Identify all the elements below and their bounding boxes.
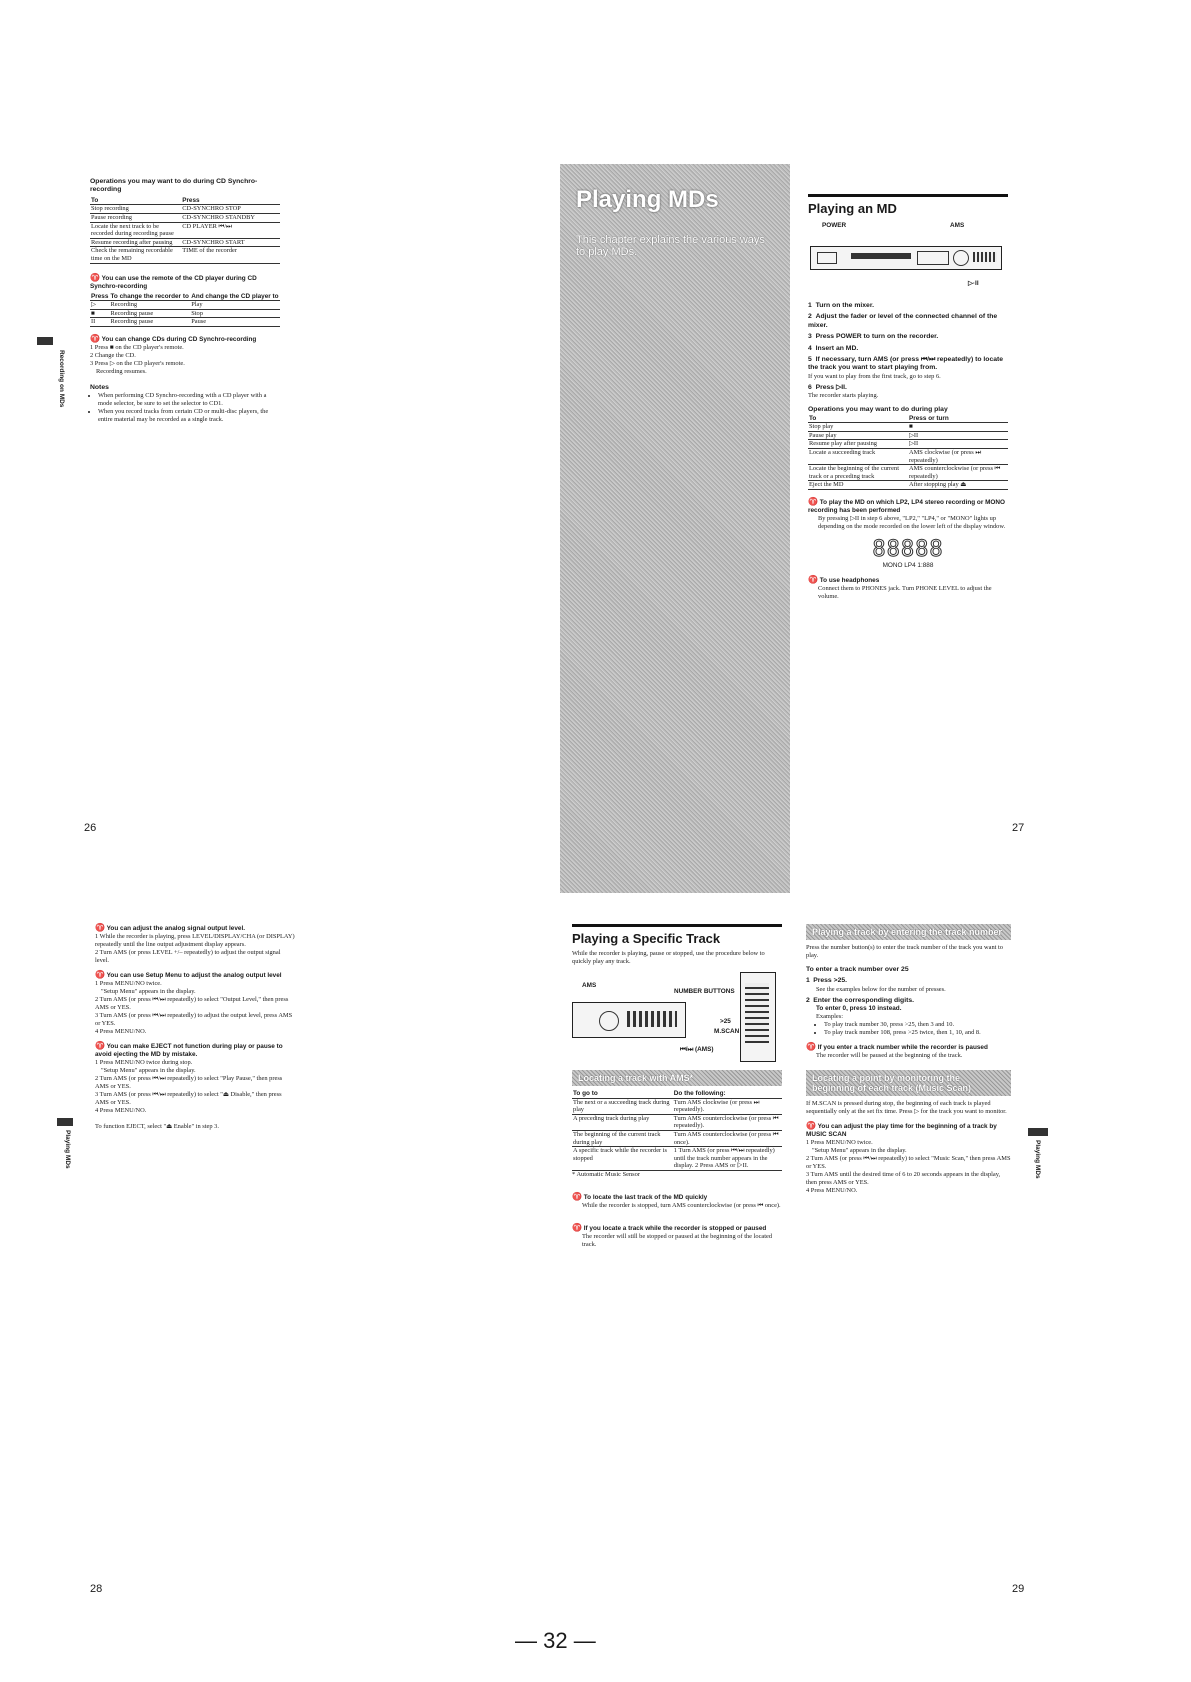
sheet-page-number: — 32 —: [515, 1628, 596, 1653]
page-29-left: [572, 924, 782, 1249]
page-26: [90, 178, 280, 424]
step: 1 Turn on the mixer.: [808, 302, 874, 309]
list-item: • When performing CD Synchro-recording with a CD player with a mode selector, be sure to set the selector to CD1.: [98, 392, 280, 408]
page-number: 26: [84, 822, 97, 834]
tip-setup-steps: 1 Press MENU/NO twice. "Setup Menu" appears in the display. 2 Turn AMS (or press ⏮/⏭ repeatedly) to select "Output Level," then press AMS or YES. 3 Turn AMS (or press ⏮/⏭ repeatedly) to adjust the output level, press AMS or YES. 4 Press MENU/NO.: [95, 980, 293, 1035]
hint-icon: ♈: [95, 923, 105, 932]
notes-title: Notes: [90, 383, 109, 391]
tip-analog-steps: 1 While the recorder is playing, press LEVEL/DISPLAY/CHA (or DISPLAY) repeatedly until the line output adjustment display appears. 2 Turn AMS (or press LEVEL +/– repeatedly) to adjust the output signal level.: [95, 933, 295, 964]
hint-icon: ♈: [808, 575, 818, 584]
hint-icon: ♈: [806, 1121, 816, 1131]
remote-control: [740, 972, 776, 1062]
section-intro: Press the number button(s) to enter the track number of the track you want to play.: [806, 944, 1003, 959]
page-number: 27: [1012, 822, 1025, 834]
table-row: Locate a succeeding track AMS clockwise (or press ⏭ repeatedly): [808, 449, 1008, 465]
tip-setup-menu: ♈ You can use Setup Menu to adjust the analog output level: [95, 970, 282, 979]
page-27: [808, 194, 1008, 601]
table-row: A preceding track during play Turn AMS counterclockwise (or press ⏮ repeatedly).: [572, 1114, 782, 1130]
hint-icon: ♈: [95, 1041, 105, 1050]
table-row: Stop recording CD-SYNCHRO STOP: [90, 205, 280, 214]
section-title: Playing a Specific Track: [572, 931, 721, 946]
hint-icon: ♈: [572, 1222, 582, 1232]
ams-knob[interactable]: [599, 1011, 619, 1031]
table-row: Check the remaining recordable time on the MD TIME of the recorder: [90, 247, 280, 263]
sub-title: To enter a track number over 25: [806, 966, 909, 973]
tip-last-track-body: While the recorder is stopped, turn AMS counterclockwise (or press ⏮ once).: [582, 1201, 781, 1209]
tip-lp-mono: ♈ To play the MD on which LP2, LP4 stereo recording or MONO recording has been performed: [808, 497, 1005, 514]
step: 3 Press POWER to turn on the recorder.: [808, 333, 939, 341]
tip-eject: ♈ You can make EJECT not function during play or pause to avoid ejecting the MD by mistake.: [95, 1041, 283, 1058]
power-button[interactable]: [817, 252, 837, 264]
label-25: >25: [720, 1018, 731, 1025]
step: 1 Press >25. See the examples below for the number of presses.: [806, 977, 946, 993]
hint-icon: ♈: [808, 497, 818, 506]
ams-table: To go to Do the following: The next or a succeeding track during play Turn AMS clockwise (or press ⏭ repeatedly). A preceding track during play Turn AMS counterclockwise (or press ⏮ repeatedly). The beginning of the current track during play Turn AMS counterclockwise (or press ⏮ once). A specific track while the recorder is stopped 1 Turn AMS (or press ⏮/⏭ repeatedly) until the track number appears in the display. 2 Press AMS or ▷II.: [572, 1090, 782, 1171]
tip-eject-steps: 1 Press MENU/NO twice during stop. "Setup Menu" appears in the display. 2 Turn AMS (or press ⏮/⏭ repeatedly) to select "Play Pause," then press AMS or YES. 3 Turn AMS (or press ⏮/⏭ repeatedly) to select "⏏ Disable," then press AMS or YES. 4 Press MENU/NO.: [95, 1059, 283, 1114]
tip-mscan-steps: 1 Press MENU/NO twice. "Setup Menu" appears in the display. 2 Turn AMS (or press ⏮/⏭ repeatedly) to select "Music Scan," then press AMS or YES. 3 Turn AMS until the desired time of 6 to 20 seconds appears in the display, then press AMS or YES. 4 Press MENU/NO.: [806, 1139, 1011, 1195]
button-row[interactable]: [627, 1011, 677, 1027]
label-power: POWER: [822, 222, 847, 229]
chapter-title: Playing MDs: [576, 186, 719, 213]
section-banner: Locating a track with AMS*: [572, 1070, 782, 1086]
step: 6 Press ▷II. The recorder starts playing.: [808, 383, 879, 400]
hint-icon: ♈: [90, 272, 100, 282]
step: 4 Insert an MD.: [808, 344, 859, 352]
ops-head-press: Press: [181, 197, 280, 205]
notes-list: [90, 392, 280, 424]
number-buttons[interactable]: [745, 983, 769, 1043]
ops-title: Operations you may want to do during play: [808, 406, 948, 414]
footnote: * Automatic Music Sensor: [572, 1170, 640, 1178]
side-label: Recording on MDs: [58, 350, 65, 408]
steps-list: [806, 977, 1011, 1013]
step: 5 If necessary, turn AMS (or press ⏮/⏭ repeatedly) to locate the track you want to start playing from. If you want to play from the first track, go to step 6.: [808, 356, 1004, 380]
label-ams: AMS: [950, 222, 965, 229]
tip-change-cds: ♈ You can change CDs during CD Synchro-recording: [90, 333, 257, 343]
remote-table: Press To change the recorder to And change the CD player to ▷ Recording Play ■ Recording pause Stop II Recording pause Pause: [91, 292, 279, 326]
display-illustration: [808, 537, 1008, 570]
table-row: ▷ Recording Play: [90, 301, 280, 310]
table-row: ■ Recording pause Stop: [90, 309, 280, 318]
tip-stopped-body: The recorder will still be stopped or paused at the beginning of the located track.: [582, 1232, 773, 1248]
steps-list: [808, 302, 1008, 400]
table-row: Locate the beginning of the current track or a preceding track AMS counterclockwise (or press ⏮ repeatedly): [808, 465, 1008, 481]
md-recorder: [810, 246, 1002, 270]
page-title: Playing an MD: [808, 201, 897, 216]
table-row: Locate the next track to be recorded during recording pause CD PLAYER ⏮/⏭: [90, 222, 280, 238]
table-row: Resume play after pausing ▷II: [808, 440, 1008, 449]
ams-knob[interactable]: [953, 250, 969, 266]
tip-eject-foot: To function EJECT, select "⏏ Enable" in step 3.: [95, 1123, 219, 1130]
section-banner: Playing a track by entering the track number: [806, 924, 1011, 940]
list-item: • When you record tracks from certain CD or multi-disc players, the entire material may be recorded as a single track.: [98, 408, 280, 424]
table-row: Eject the MD After stopping play ⏏: [808, 481, 1008, 490]
tip-remote: ♈ You can use the remote of the CD player during CD Synchro-recording: [90, 272, 257, 290]
disc-slot: [851, 253, 911, 259]
tip-lp-body: By pressing ▷II in step 6 above, "LP2," "LP4," or "MONO" lights up depending on the mode recorded on the lower left of the display window.: [818, 515, 1006, 530]
recorder-front: [572, 1002, 686, 1038]
section-intro: While the recorder is playing, pause or stopped, use the procedure below to quickly play any track.: [572, 950, 765, 965]
table-row: Resume recording after pausing CD-SYNCHRO START: [90, 238, 280, 247]
label-number-buttons: NUMBER BUTTONS: [674, 988, 735, 995]
step: 2 Enter the corresponding digits. To enter 0, press 10 instead.: [806, 996, 915, 1013]
tip-headphones: ♈ To use headphones: [808, 575, 880, 584]
table-row: The next or a succeeding track during play Turn AMS clockwise (or press ⏭ repeatedly).: [572, 1098, 782, 1114]
table-row: Pause play ▷II: [808, 431, 1008, 440]
tip-paused: ♈ If you enter a track number while the recorder is paused: [806, 1042, 988, 1052]
side-label: Playing MDs: [1034, 1140, 1041, 1179]
tip-headphones-body: Connect them to PHONES jack. Turn PHONE LEVEL to adjust the volume.: [818, 585, 992, 600]
side-tab: [1028, 1128, 1048, 1136]
chapter-panel: [560, 164, 790, 893]
remote-figure: [572, 972, 782, 1064]
tip-mscan: ♈ You can adjust the play time for the beginning of a track by MUSIC SCAN: [806, 1121, 997, 1139]
page-number: 28: [90, 1583, 103, 1595]
tip-last-track: ♈ To locate the last track of the MD quickly: [572, 1191, 708, 1201]
step: 2 Adjust the fader or level of the connected channel of the mixer.: [808, 313, 998, 329]
list-item: • To play track number 30, press >25, then 3 and 10.: [824, 1021, 1011, 1029]
tip-analog: ♈ You can adjust the analog signal output level.: [95, 923, 246, 932]
hint-icon: ♈: [806, 1042, 816, 1052]
table-row: The beginning of the current track during play Turn AMS counterclockwise (or press ⏮ once).: [572, 1130, 782, 1146]
examples-list: [806, 1021, 1011, 1037]
side-tab: [57, 1118, 73, 1126]
tip-paused-body: The recorder will be paused at the beginning of the track.: [816, 1052, 963, 1060]
page-28: [95, 924, 295, 1131]
segment-digits: 88888: [872, 537, 944, 562]
label-skip-ams: ⏮/⏭ (AMS): [680, 1046, 714, 1053]
play-ops-table: To Press or turn Stop play ■ Pause play ▷II Resume play after pausing ▷II Locate a succeeding track AMS clockwise (or press ⏭ repeatedly) Locate the beginning of the current track or a preceding track AMS counterclockwise (or press ⏮ repeatedly) Eject the MD After stopping play ⏏: [808, 415, 1008, 490]
chapter-subtitle: This chapter explains the various ways to play MDs.: [576, 234, 765, 258]
hint-icon: ♈: [572, 1191, 582, 1201]
page-number: 29: [1012, 1583, 1025, 1595]
table-row: A specific track while the recorder is stopped 1 Turn AMS (or press ⏮/⏭ repeatedly) until the track number appears in the display. 2 Press AMS or ▷II.: [572, 1147, 782, 1171]
label-ams: AMS: [582, 982, 597, 989]
label-mscan: M.SCAN: [714, 1028, 740, 1035]
device-figure: [808, 222, 1008, 302]
side-tab: [37, 337, 53, 345]
button-row[interactable]: [973, 252, 997, 262]
display-window: [917, 251, 949, 265]
label-play-pause: ▷·II: [968, 280, 979, 287]
list-item: • To play track number 108, press >25 twice, then 1, 10, and 8.: [824, 1029, 1011, 1037]
table-row: II Recording pause Pause: [90, 318, 280, 327]
hint-icon: ♈: [90, 333, 100, 343]
table-row: Stop play ■: [808, 423, 1008, 432]
tip-stopped: ♈ If you locate a track while the recorder is stopped or paused: [572, 1222, 767, 1232]
ops-table: [90, 197, 280, 264]
ops-title: Operations you may want to do during CD Synchro-recording: [90, 178, 258, 194]
section-banner: Locating a point by monitoring the beginning of each track (Music Scan): [806, 1070, 1011, 1096]
table-row: Pause recording CD-SYNCHRO STANDBY: [90, 214, 280, 223]
hint-icon: ♈: [95, 970, 105, 979]
mscan-body: If M.SCAN is pressed during stop, the beginning of each track is played sequentially only at the set fix time. Press ▷ for the track you want to monitor.: [806, 1100, 1007, 1116]
page-29-right: [806, 924, 1011, 1195]
ops-head-to: To: [90, 197, 181, 205]
examples-label: Examples:: [816, 1013, 843, 1021]
side-label: Playing MDs: [64, 1130, 71, 1169]
display-indicators: MONO LP4 1:888: [882, 562, 934, 569]
tip-change-steps: 1 Press ■ on the CD player's remote. 2 Change the CD. 3 Press ▷ on the CD player's remote. Recording resumes.: [90, 343, 185, 375]
